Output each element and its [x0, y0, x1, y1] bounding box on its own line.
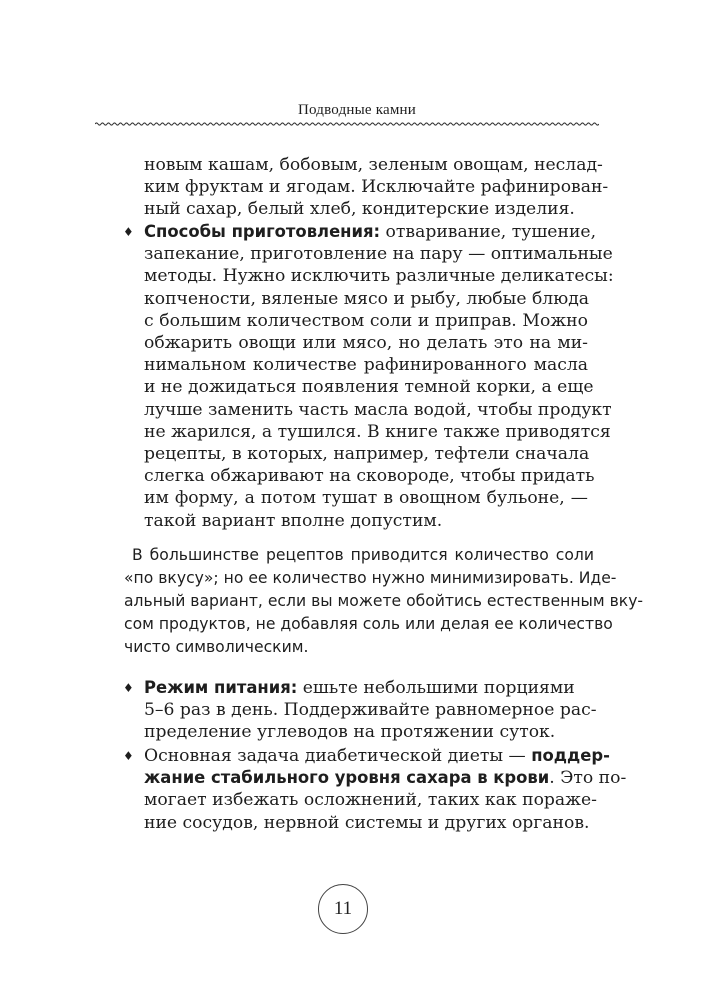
text-line: могает избежать осложнений, таких как пораже-: [144, 790, 597, 811]
text-line: такой вариант вполне допустим.: [144, 510, 443, 531]
text-line: сом продуктов, не добавляя соль или делая ее количество: [124, 615, 613, 633]
text-line: пределение углеводов на протяжении суток.: [144, 722, 556, 743]
goal-highlight: жание стабильного уровня сахара в крови: [144, 768, 550, 788]
text-line: с большим количеством соли и приправ. Можно: [144, 310, 588, 331]
text-line: слегка обжаривают на сковороде, чтобы придать: [144, 466, 595, 487]
text-line: обжарить овощи или мясо, но делать это на ми-: [144, 333, 588, 354]
diet-goal-item: [144, 745, 627, 834]
diet-regime-label: Режим питания:: [144, 678, 298, 697]
text-line: Режим питания: ешьте небольшими порциями: [144, 678, 575, 698]
text-line: ким фруктам и ягодам. Исключайте рафинирован-: [144, 177, 609, 198]
text-line: и не дожидаться появления темной корки, а еще: [144, 377, 594, 398]
text-line: чисто символическим.: [124, 638, 309, 656]
text-line: запекание, приготовление на пару — оптимальные: [144, 244, 613, 265]
text-line: копчености, вяленые мясо и рыбу, любые блюда: [144, 288, 590, 309]
page-number: 11: [333, 898, 353, 919]
continuation-paragraph: [144, 154, 609, 221]
text-line: не жарился, а тушился. В книге также приводятся: [144, 421, 611, 442]
page-number-badge: [318, 884, 368, 934]
wavy-divider: [95, 120, 599, 128]
text-line: ный сахар, белый хлеб, кондитерские изделия.: [144, 199, 575, 220]
goal-highlight: поддер-: [531, 746, 610, 765]
text-line: «по вкусу»; но ее количество нужно минимизировать. Иде-: [124, 569, 617, 587]
text-line: новым кашам, бобовым, зеленым овощам, неслад-: [144, 155, 603, 175]
text-line: Способы приготовления: отваривание, тушение,: [144, 222, 597, 242]
diamond-bullet-icon: ♦: [123, 749, 134, 763]
text-line: методы. Нужно исключить различные деликатесы:: [144, 266, 614, 287]
text-line: жание стабильного уровня сахара в крови. Это по-: [144, 768, 627, 789]
text-line: им форму, а потом тушат в овощном бульоне, —: [144, 488, 588, 509]
text-line: Основная задача диабетической диеты — поддер-: [144, 746, 610, 766]
text-line: ние сосудов, нервной системы и других органов.: [144, 812, 590, 833]
running-header: Подводные камни: [298, 102, 416, 118]
text-line: 5–6 раз в день. Поддерживайте равномерное рас-: [144, 700, 597, 721]
diet-regime-item: [144, 677, 597, 744]
text-line: нимальном количестве рафинированного масла: [144, 355, 588, 376]
text-line: В большинстве рецептов приводится количество соли: [132, 546, 594, 564]
text-line: лучше заменить часть масла водой, чтобы продукт: [144, 399, 612, 420]
cooking-methods-item: [144, 221, 614, 532]
cooking-methods-label: Способы приготовления:: [144, 222, 381, 241]
text-line: рецепты, в которых, например, тефтели сначала: [144, 444, 590, 465]
text-line: альный вариант, если вы можете обойтись естественным вку-: [124, 592, 644, 610]
salt-note-paragraph: [124, 544, 644, 659]
diamond-bullet-icon: ♦: [123, 681, 134, 695]
diamond-bullet-icon: ♦: [123, 225, 134, 239]
